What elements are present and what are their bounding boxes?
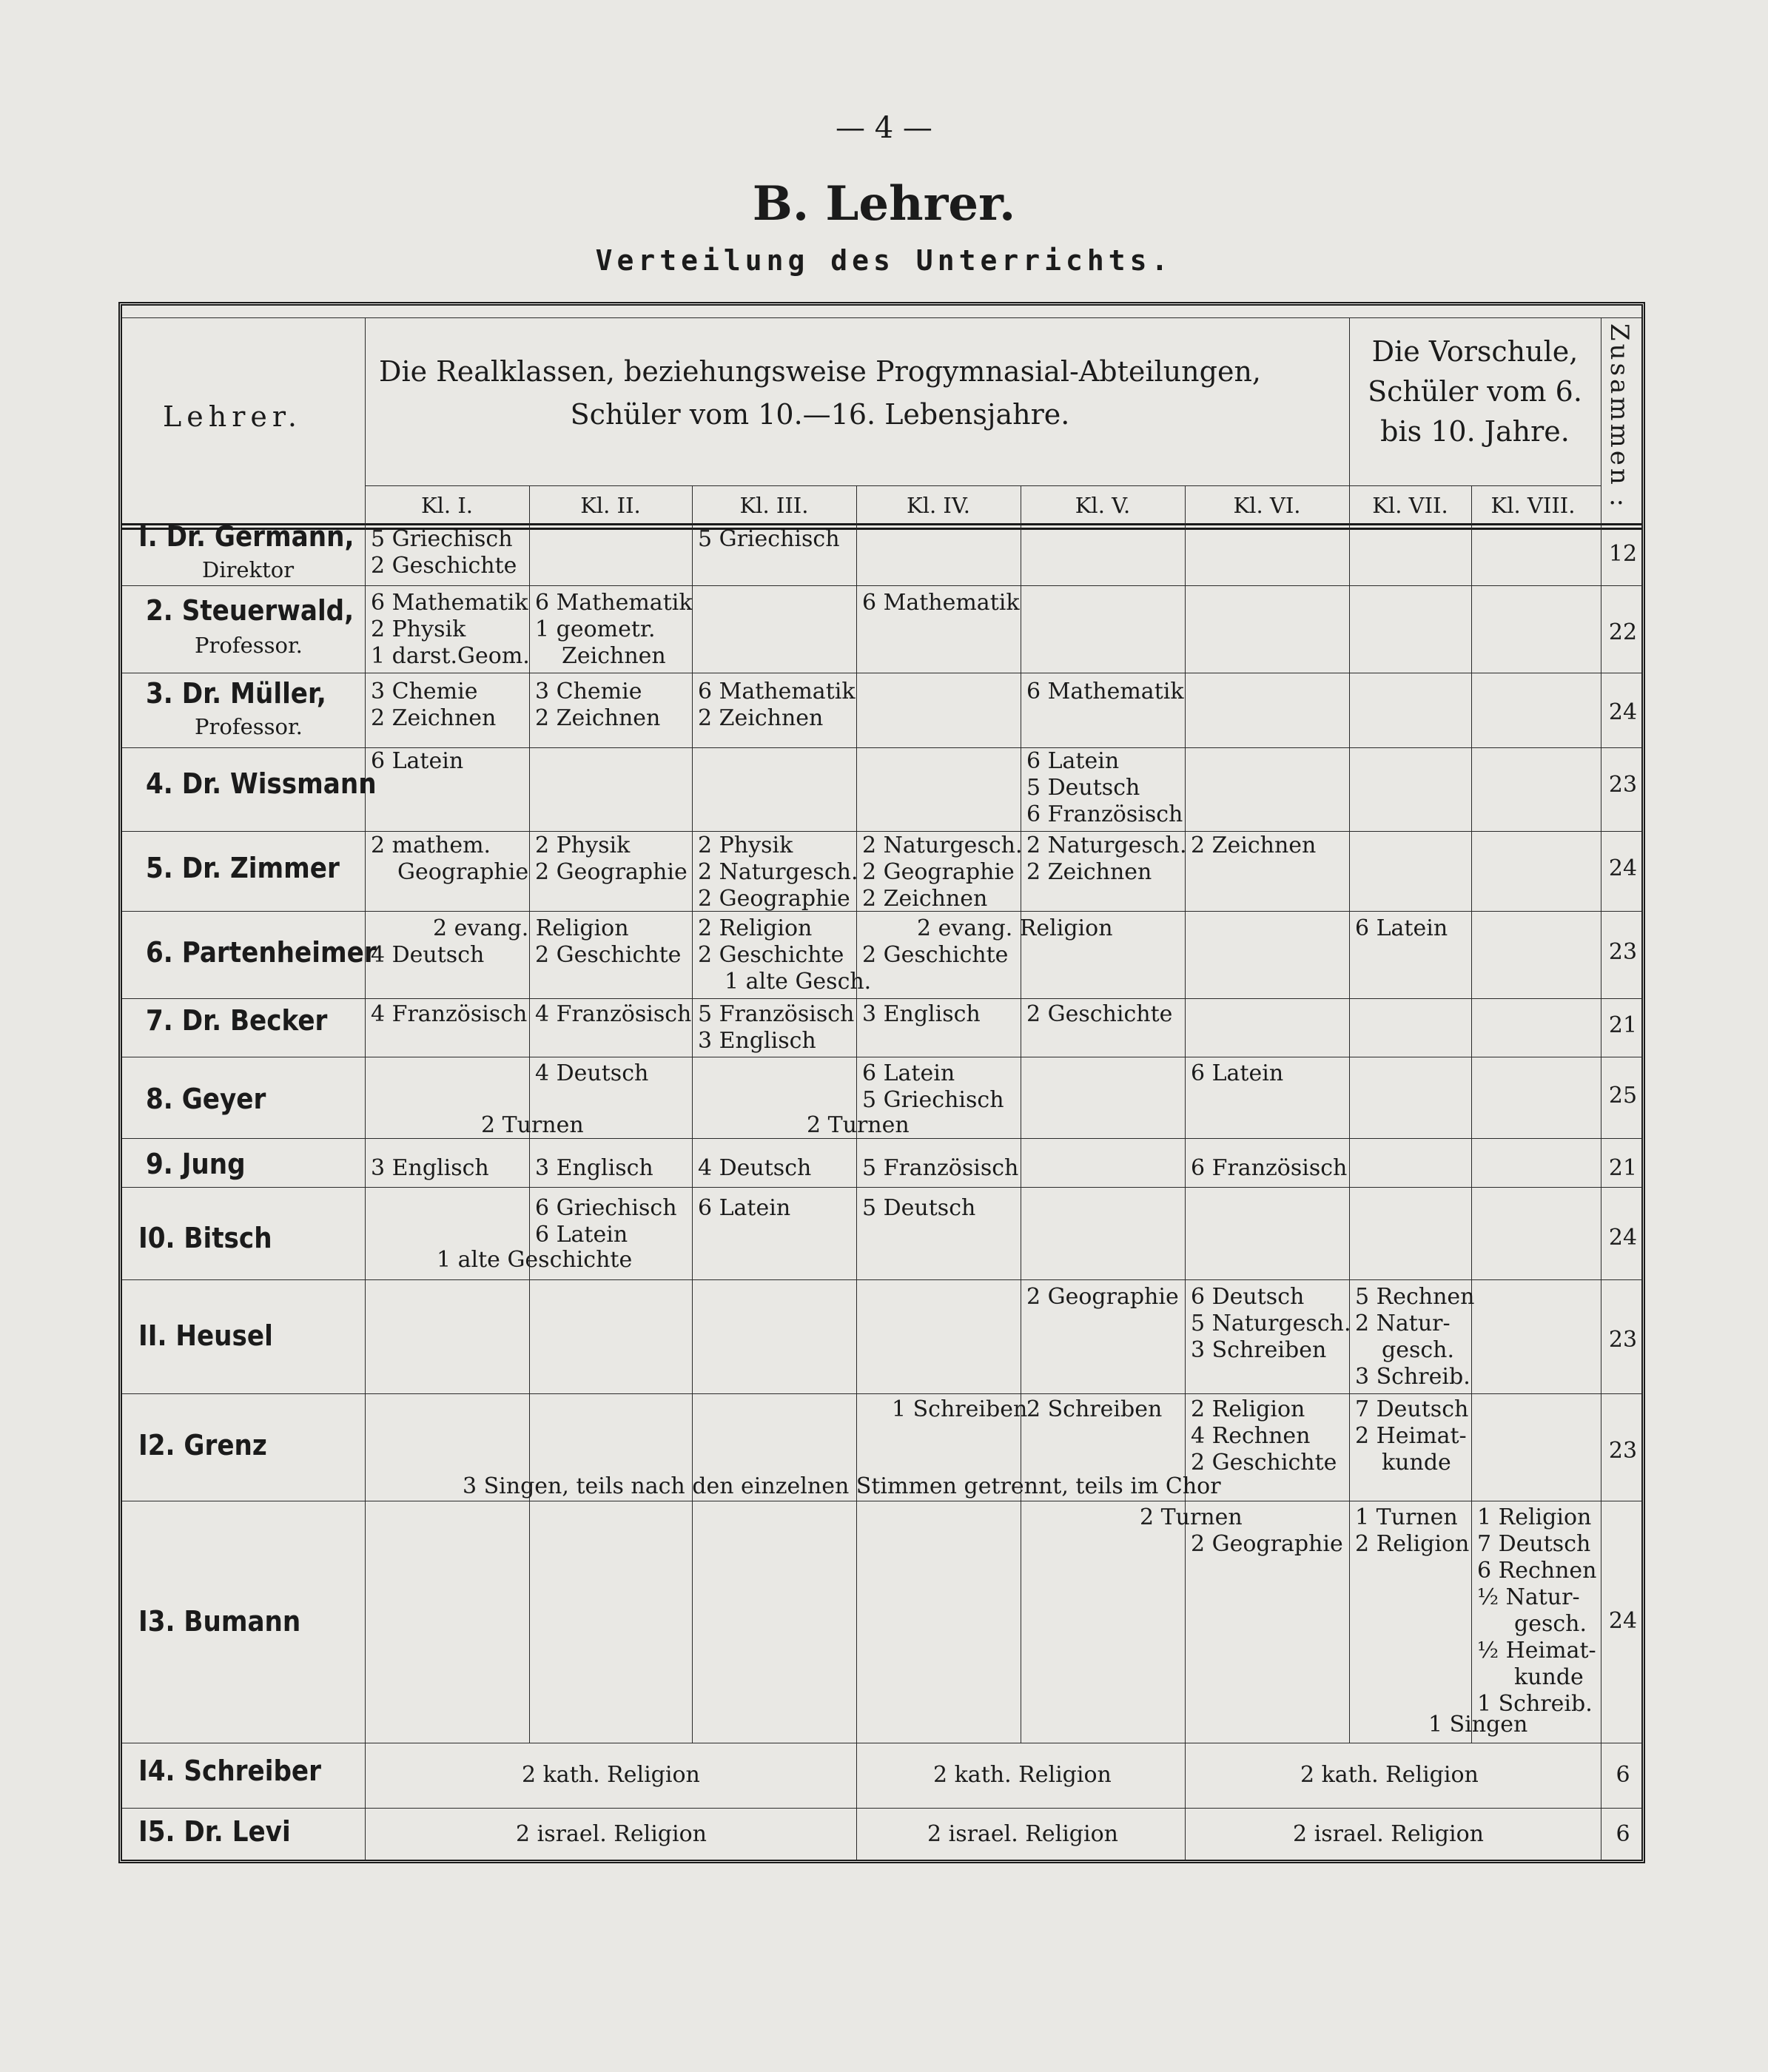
- teacher-name-7: 7. Dr. Becker: [146, 1004, 328, 1037]
- teacher-name-15: I5. Dr. Levi: [138, 1815, 291, 1848]
- cell: 3 Englisch: [535, 1155, 653, 1181]
- vline-name: [365, 317, 366, 1860]
- teaching-distribution-table: [118, 302, 1645, 1863]
- cell: 6 Mathematik: [1026, 679, 1184, 704]
- total-2: 22: [1608, 619, 1638, 645]
- cell: 2 kath. Religion: [933, 1762, 1112, 1788]
- cell: 6 Mathematik 1 geometr. Zeichnen: [535, 590, 693, 669]
- header-zusammen: Zusammen :: [1604, 323, 1634, 511]
- cell: 6 Latein 5 Griechisch: [862, 1060, 1004, 1113]
- cell: 3 Englisch: [862, 1001, 981, 1027]
- cell: 4 Französisch: [371, 1001, 528, 1027]
- header-realklassen-line2: Schüler vom 10.—16. Lebensjahre.: [570, 398, 1070, 431]
- cell: 2 evang. Religion: [433, 915, 629, 941]
- teacher-name-13: I3. Bumann: [138, 1605, 301, 1638]
- cell: 2 Zeichnen: [1191, 832, 1317, 858]
- header-vorschule-line1: Die Vorschule,: [1371, 335, 1579, 368]
- total-5: 24: [1608, 855, 1638, 881]
- cell: 1 alte Geschichte: [437, 1247, 633, 1273]
- class-header-5: Kl. V.: [1075, 493, 1131, 518]
- cell: 3 Chemie 2 Zeichnen: [535, 679, 661, 731]
- cell: 6 Deutsch 5 Naturgesch. 3 Schreiben: [1191, 1284, 1351, 1363]
- cell: 2 Physik 2 Geographie: [535, 832, 688, 885]
- rule-row-14: [122, 1808, 1641, 1809]
- class-header-3: Kl. III.: [739, 493, 809, 518]
- cell: 6 Latein 5 Deutsch 6 Französisch: [1026, 748, 1183, 827]
- cell: 5 Griechisch: [698, 526, 840, 552]
- cell: 2 israel. Religion: [927, 1821, 1118, 1847]
- cell: 2 Physik 2 Naturgesch. 2 Geographie: [698, 832, 858, 912]
- cell: 2 kath. Religion: [1300, 1762, 1479, 1788]
- total-13: 24: [1608, 1608, 1638, 1634]
- teacher-name-5: 5. Dr. Zimmer: [146, 852, 340, 884]
- teacher-name-14: I4. Schreiber: [138, 1755, 322, 1787]
- cell: 2 evang. Religion: [917, 915, 1113, 941]
- total-6: 23: [1608, 939, 1638, 965]
- teacher-title-3: Professor.: [195, 714, 303, 739]
- rule-class-header: [365, 485, 1601, 486]
- total-10: 24: [1608, 1225, 1638, 1251]
- cell: 1 Turnen 2 Religion: [1355, 1504, 1470, 1557]
- teacher-name-4: 4. Dr. Wissmann: [146, 767, 377, 800]
- cell: 2 israel. Religion: [1293, 1821, 1484, 1847]
- header-vorschule: [1349, 332, 1601, 451]
- header-vorschule-line3: bis 10. Jahre.: [1380, 415, 1570, 448]
- cell: 1 Religion 7 Deutsch 6 Rechnen ½ Natur- gesch. ½ Heimat- kunde 1 Schreib.: [1477, 1504, 1597, 1717]
- rule-row-9: [122, 1187, 1641, 1188]
- cell: 6 Latein: [1355, 915, 1448, 941]
- rule-row-1: [122, 585, 1641, 586]
- class-header-4: Kl. IV.: [907, 493, 970, 518]
- cell: 2 Naturgesch. 2 Zeichnen: [1026, 832, 1187, 885]
- cell: 4 Deutsch: [371, 942, 485, 968]
- teacher-name-6: 6. Partenheimer: [146, 936, 377, 969]
- total-11: 23: [1608, 1327, 1638, 1353]
- cell: 1 Singen: [1428, 1712, 1528, 1738]
- total-3: 24: [1608, 699, 1638, 725]
- rule-row-11: [122, 1393, 1641, 1394]
- rule-row-6: [122, 998, 1641, 999]
- header-lehrer: Lehrer.: [163, 400, 302, 433]
- teacher-name-9: 9. Jung: [146, 1148, 246, 1180]
- vline-kl2: [692, 485, 693, 1743]
- cell: 2 Turnen: [807, 1112, 910, 1138]
- rule-top-inner: [122, 317, 1641, 318]
- cell: 2 Geographie: [1191, 1531, 1343, 1557]
- total-14: 6: [1616, 1762, 1630, 1788]
- vline-kl5: [1185, 485, 1186, 1860]
- cell: 3 Singen, teils nach den einzelnen Stimmen getrennt, teils im Chor: [463, 1473, 1221, 1499]
- page-number: — 4 —: [836, 111, 932, 145]
- class-header-6: Kl. VI.: [1233, 493, 1301, 518]
- teacher-name-2: 2. Steuerwald,: [146, 594, 354, 627]
- page-title: B. Lehrer.: [752, 176, 1016, 232]
- teacher-name-1: I. Dr. Germann,: [138, 520, 354, 553]
- header-vorschule-line2: Schüler vom 6.: [1368, 375, 1582, 408]
- page-subtitle: Verteilung des Unterrichts.: [595, 244, 1173, 277]
- cell: 6 Latein: [1191, 1060, 1284, 1086]
- cell: 4 Deutsch: [535, 1060, 649, 1086]
- cell: 2 Geschichte: [862, 942, 1009, 968]
- vline-kl7: [1471, 485, 1472, 1743]
- cell: 2 Religion 4 Rechnen 2 Geschichte: [1191, 1396, 1337, 1476]
- cell: 6 Latein: [371, 748, 464, 774]
- cell: 6 Latein: [698, 1195, 791, 1221]
- class-header-2: Kl. II.: [580, 493, 641, 518]
- cell: 2 Geographie: [1026, 1284, 1179, 1310]
- cell: 4 Deutsch: [698, 1155, 812, 1181]
- class-header-8: Kl. VIII.: [1490, 493, 1576, 518]
- cell: 6 Griechisch 6 Latein: [535, 1195, 677, 1248]
- cell: 1 Schreiben: [892, 1396, 1028, 1422]
- total-1: 12: [1608, 541, 1638, 567]
- teacher-name-10: I0. Bitsch: [138, 1222, 272, 1254]
- total-4: 23: [1608, 772, 1638, 798]
- rule-row-4: [122, 831, 1641, 832]
- cell: 2 kath. Religion: [522, 1762, 700, 1788]
- cell: 2 Religion 2 Geschichte 1 alte Gesch.: [698, 915, 872, 995]
- cell: 5 Deutsch: [862, 1195, 976, 1221]
- class-header-1: Kl. I.: [420, 493, 474, 518]
- cell: 5 Französisch 3 Englisch: [698, 1001, 855, 1054]
- cell: 5 Rechnen 2 Natur- gesch. 3 Schreib.: [1355, 1284, 1475, 1390]
- cell: 2 Geschichte: [1026, 1001, 1173, 1027]
- teacher-name-3: 3. Dr. Müller,: [146, 677, 326, 710]
- cell: 5 Griechisch 2 Geschichte: [371, 526, 517, 579]
- cell: 6 Mathematik 2 Zeichnen: [698, 679, 856, 731]
- rule-row-3: [122, 747, 1641, 748]
- cell: 5 Französisch: [862, 1155, 1019, 1181]
- teacher-name-12: I2. Grenz: [138, 1429, 267, 1462]
- total-12: 23: [1608, 1438, 1638, 1464]
- cell: 2 Turnen: [481, 1112, 584, 1138]
- teacher-title-2: Professor.: [195, 633, 303, 658]
- total-8: 25: [1608, 1083, 1638, 1109]
- cell: 2 Turnen: [1140, 1504, 1243, 1530]
- teacher-name-8: 8. Geyer: [146, 1083, 266, 1115]
- cell: 6 Mathematik: [862, 590, 1020, 616]
- total-7: 21: [1608, 1012, 1638, 1038]
- cell: 4 Französisch: [535, 1001, 692, 1027]
- cell: 3 Chemie 2 Zeichnen: [371, 679, 497, 731]
- vline-kl6: [1349, 317, 1350, 1743]
- teacher-name-11: II. Heusel: [138, 1319, 273, 1352]
- cell: 6 Französisch: [1191, 1155, 1348, 1181]
- header-realklassen: [365, 350, 1275, 436]
- cell: 3 Englisch: [371, 1155, 489, 1181]
- header-realklassen-line1: Die Realklassen, beziehungsweise Progymnasial-Abteilungen,: [378, 355, 1262, 388]
- cell: 2 israel. Religion: [516, 1821, 707, 1847]
- cell: 2 mathem. Geographie: [371, 832, 529, 885]
- total-9: 21: [1608, 1155, 1638, 1181]
- cell: 2 Schreiben: [1026, 1396, 1163, 1422]
- teacher-title-1: Direktor: [202, 557, 295, 582]
- rule-row-10: [122, 1279, 1641, 1280]
- cell: 7 Deutsch 2 Heimat- kunde: [1355, 1396, 1469, 1476]
- class-header-7: Kl. VII.: [1372, 493, 1448, 518]
- cell: 6 Mathematik 2 Physik 1 darst.Geom.: [371, 590, 530, 669]
- cell: 2 Naturgesch. 2 Geographie 2 Zeichnen: [862, 832, 1023, 912]
- vline-kl3: [856, 485, 857, 1860]
- cell: 2 Geschichte: [535, 942, 682, 968]
- total-15: 6: [1616, 1821, 1630, 1847]
